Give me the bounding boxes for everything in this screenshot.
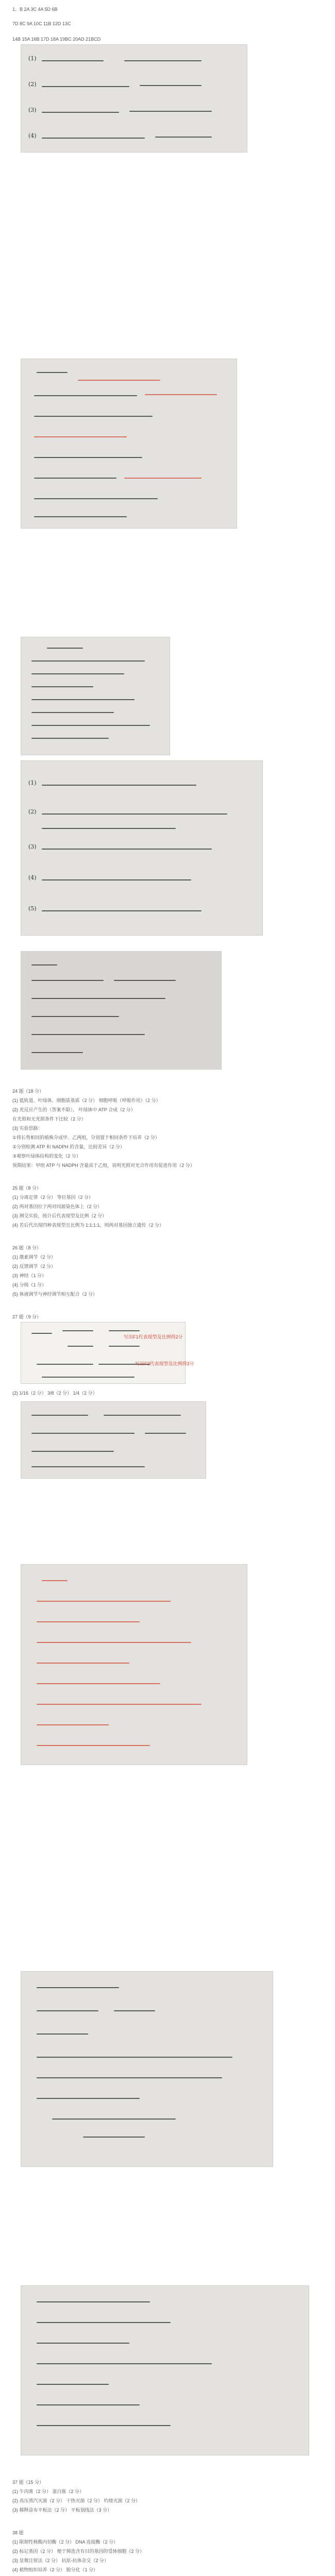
handwritten-answer-photo [21, 2285, 309, 2455]
answer-line: (2) 反馈调节（2 分） [12, 1264, 56, 1269]
handwritten-answer-photo [21, 760, 263, 936]
answer-line: (3) 神经（1 分） [12, 1273, 47, 1278]
answer-line: (3) 实验思路： [12, 1126, 43, 1131]
answer-line: 1、B 2A 3C 4A 5D 6B [12, 7, 58, 12]
question-heading: 26 题（8 分） [12, 1245, 42, 1250]
question-heading: 37 题（15 分） [12, 2480, 44, 2485]
grading-annotation: 写出F1代表现型及比例得2分 [124, 1334, 183, 1340]
answer-line: (2) 两对基因位于两对同源染色体上（2 分） [12, 1204, 103, 1209]
genetics-cross-photo [21, 1322, 186, 1384]
handwritten-label: (1) [28, 779, 37, 786]
answer-line: (1) 激素调节（2 分） [12, 1255, 56, 1260]
answer-line: ③观察叶绿体结构的变化（2 分） [12, 1154, 81, 1159]
answer-line: (1) 限制性核酸内切酶（2 分） DNA 连接酶（2 分） [12, 2539, 119, 2545]
answer-line: (3) 稀释涂布平板法（2 分） 平板划线法（3 分） [12, 2507, 112, 2513]
answer-line: 预期结果：甲组 ATP 与 NADPH 含量高于乙组，说明光照对光合作用有促进作用（2 分） [12, 1163, 195, 1168]
answer-line: (1) 牛肉膏（2 分） 蛋白胨（2 分） [12, 2489, 85, 2494]
answer-line: (4) 分级（1 分） [12, 1282, 47, 1287]
answer-line: (4) 植物组织培养（2 分） 脱分化（1 分） [12, 2567, 98, 2572]
question-heading: 24 题（18 分） [12, 1089, 44, 1094]
handwritten-label: (1) [28, 55, 37, 62]
answer-line: (3) 测交实验，统计后代表现型及比例（2 分） [12, 1213, 107, 1218]
handwritten-label: (4) [28, 132, 37, 139]
answer-line: 14B 15A 16B 17D 18A 19BC 20AD 21BCD [12, 37, 101, 42]
answer-line: (2) 高压蒸汽灭菌（2 分） 干热灭菌（2 分） 灼烧灭菌（2 分） [12, 2498, 141, 2503]
answer-line: (5) 体液调节与神经调节相互配合（2 分） [12, 1292, 98, 1297]
answer-line: 7D 8C 9A 10C 11B 12D 13C [12, 21, 71, 26]
question-heading: 25 题（8 分） [12, 1185, 42, 1191]
handwritten-label: (2) [28, 808, 37, 815]
answer-line: (1) 低轨道、叶绿体、细胞质基质（2 分） 细胞呼吸（呼吸作用）（2 分） [12, 1098, 161, 1103]
handwritten-answer-photo [21, 1971, 273, 2167]
answer-line: (2) 光反应产生的（答案不限）， 叶绿体中 ATP 合成（2 分） [12, 1107, 136, 1112]
question-heading: 38 题 [12, 2530, 24, 2535]
handwritten-answer-photo [21, 637, 170, 755]
answer-line: (4) 若后代出现四种表现型且比例为 1:1:1:1，则两对基因独立遗传（2 分） [12, 1223, 164, 1228]
answer-line: 在光照和无光照条件下比较（2 分） [12, 1116, 86, 1122]
answer-line: (2) 1/16（2 分） 3/8（2 分） 1/4（2 分） [12, 1391, 97, 1396]
grading-annotation: 写出F2代表现型及比例得3分 [135, 1361, 194, 1366]
answer-line: ②分别检测 ATP 和 NADPH 的含量，比较差异（2 分） [12, 1144, 125, 1149]
handwritten-answer-photo [21, 359, 237, 529]
answer-line: ①将长势相同的植株分成甲、乙两组，分别置于相同条件下培养（2 分） [12, 1135, 160, 1140]
answer-line: (3) 显微注射法（2 分） 抗原-抗体杂交（2 分） [12, 2558, 109, 2563]
handwritten-label: (4) [28, 874, 37, 881]
answer-line: (2) 标记基因（2 分） 便于筛选含有目的基因的受体细胞（2 分） [12, 2549, 145, 2554]
handwritten-label: (3) [28, 843, 37, 850]
handwritten-label: (2) [28, 81, 37, 88]
handwritten-answer-photo [21, 1401, 206, 1479]
handwritten-answer-photo [21, 1564, 247, 1765]
handwritten-label: (3) [28, 107, 37, 113]
handwritten-answer-photo [21, 44, 247, 152]
handwritten-answer-photo [21, 951, 222, 1070]
handwritten-label: (5) [28, 905, 37, 912]
question-heading: 27 题（9 分） [12, 1314, 42, 1319]
answer-line: (1) 分离定律（2 分） 等位基因（2 分） [12, 1195, 94, 1200]
